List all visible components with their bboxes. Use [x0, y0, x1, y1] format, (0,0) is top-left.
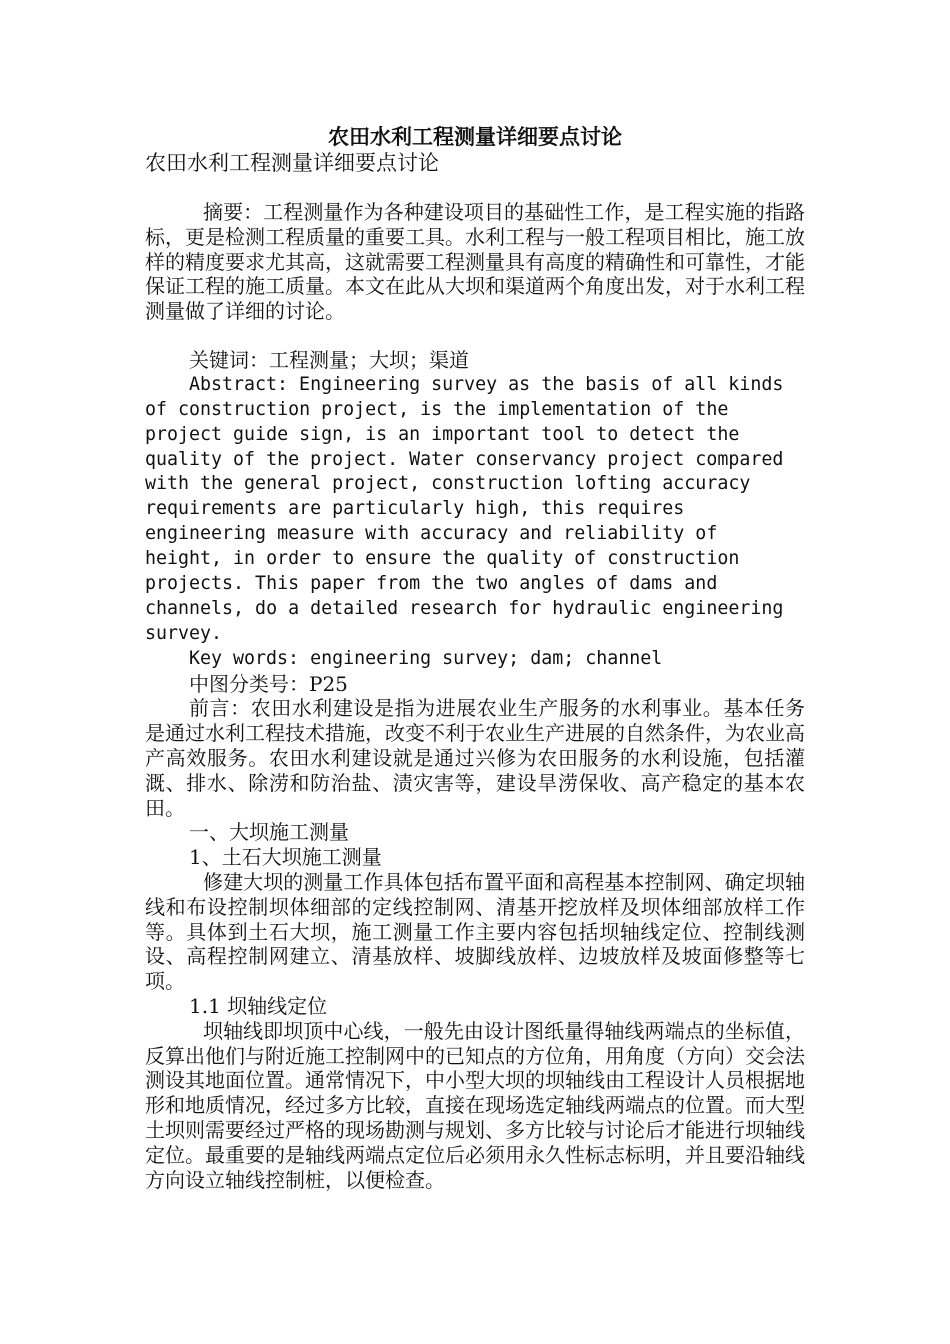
section-1-1-1-paragraph: 坝轴线即坝顶中心线，一般先由设计图纸量得轴线两端点的坐标值，反算出他们与附近施工控制网中的已知点的方位角，用角度（方向）交会法测设其地面位置。通常情况下，中小型大坝的坝轴线由工程设计人员根据地形和地质情况，经过多方比较，直接在现场选定轴线两端点的位置。而大型土坝则需要经过严格的现场勘测与规划、多方比较与讨论后才能进行坝轴线定位。最重要的是轴线两端点定位后必须用永久性标志标明，并且要沿轴线方向设立轴线控制桩，以便检查。	[145, 1018, 805, 1192]
preface-paragraph: 前言：农田水利建设是指为进展农业生产服务的水利事业。基本任务是通过水利工程技术措施，改变不利于农业生产进展的自然条件，为农业高产高效服务。农田水利建设就是通过兴修为农田服务的水利设施，包括灌溉、排水、除涝和防治盐、渍灾害等，建设旱涝保收、高产稳定的基本农田。	[145, 696, 805, 820]
section-heading-1-1: 1、土石大坝施工测量	[189, 845, 382, 870]
abstract-cn: 摘要：工程测量作为各种建设项目的基础性工作，是工程实施的指路标，更是检测工程质量的重要工具。水利工程与一般工程项目相比，施工放样的精度要求尤其高，这就需要工程测量具有高度的精确性和可靠性，才能保证工程的施工质量。本文在此从大坝和渠道两个角度出发，对于水利工程测量做了详细的讨论。	[145, 200, 805, 324]
keywords-en: Key words: engineering survey; dam; channel	[189, 647, 663, 669]
document-page	[145, 124, 805, 1192]
abstract-en: Abstract: Engineering survey as the basis of all kinds of construction project, is the implementation of the project guide sign, is an important tool to detect the quality of the project. Water conservancy project compared with the general project, construction lofting accuracy requirements are particularly high, this requires engineering measure with accuracy and reliability of height, in order to ensure the quality of construction projects. This paper from the two angles of dams and channels, do a detailed research for hydraulic engineering survey.	[145, 373, 784, 644]
section-1-1-paragraph: 修建大坝的测量工作具体包括布置平面和高程基本控制网、确定坝轴线和布设控制坝体细部的定线控制网、清基开挖放样及坝体细部放样工作等。具体到土石大坝，施工测量工作主要内容包括坝轴线定位、控制线测设、高程控制网建立、清基放样、坡脚线放样、边坡放样及坡面修整等七项。	[145, 870, 805, 994]
section-heading-1-1-1: 1.1 坝轴线定位	[189, 994, 328, 1019]
section-heading-1: 一、大坝施工测量	[189, 820, 349, 845]
keywords-cn: 关键词：工程测量；大坝；渠道	[189, 347, 469, 372]
classification-number: 中图分类号：P25	[189, 671, 348, 696]
document-subtitle: 农田水利工程测量详细要点讨论	[145, 151, 439, 175]
document-title: 农田水利工程测量详细要点讨论	[328, 124, 622, 149]
spacer	[145, 324, 805, 348]
